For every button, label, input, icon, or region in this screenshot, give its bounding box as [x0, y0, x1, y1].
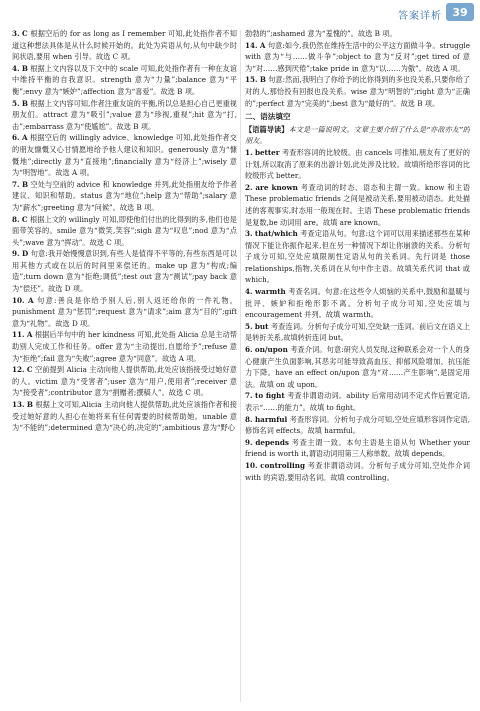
entry-answer: C: [26, 365, 33, 375]
page-header: [0, 0, 480, 26]
entry-explanation: 句意:如今,我仍然在维持生活中的公平这方面做斗争。struggle with 意为“与……做斗争”;object to 意为“反对”;get tired of 意为“对……感到厌倦”;take pride in 意为“以……为傲”。故选 A 项。: [245, 40, 470, 73]
entry-answer: are known: [255, 182, 298, 192]
answer-entry: [12, 214, 237, 249]
answer-entry: [245, 344, 470, 390]
entry-number: 7.: [245, 391, 253, 401]
entry-explanation: 勃勃的”;ashamed 意为“羞愧的”。故选 B 项。: [245, 29, 397, 38]
entry-answer: better: [254, 147, 280, 157]
header-label: 答案详析: [398, 11, 442, 22]
entry-number: 12.: [12, 365, 25, 375]
guide-text: 本文是一篇说明文。文章主要介绍了什么是“亦敌亦友”的朋友。: [245, 124, 470, 146]
entry-answer: but: [254, 321, 269, 331]
entry-number: 7.: [12, 179, 20, 189]
entry-number: 5.: [245, 321, 253, 331]
entry-number: 2.: [245, 182, 253, 192]
entry-answer: D: [21, 249, 29, 259]
entry-number: 5.: [12, 98, 20, 108]
answer-entry: [12, 364, 237, 399]
page-body: [12, 28, 470, 704]
entry-answer: B: [21, 179, 29, 189]
answer-entry: [12, 295, 237, 330]
page-number-badge: 39: [446, 3, 474, 21]
entry-answer: B: [21, 98, 28, 108]
answer-entry: [245, 74, 470, 109]
entry-answer: C: [21, 214, 28, 224]
answer-entry: [245, 437, 470, 460]
entry-number: 8.: [12, 214, 20, 224]
entry-explanation: 句意:我开始慢慢意识到,有些人是值得不平等的,有些东西是可以用其他方式或在以后的时间里来偿还的。make up 意为“构成;编造”;turn down 意为“拒绝;调低”;test out 意为“测试”;pay back 意为“偿还”。故选 D 项。: [12, 249, 237, 294]
answer-entry: [12, 248, 237, 294]
entry-answer: B: [259, 75, 266, 85]
answer-entry: [12, 63, 237, 98]
entry-number: 6.: [12, 133, 20, 143]
entry-explanation: 考查非谓语动词。ability 后常用动词不定式作后置定语,表示“……的能力”。故填 to fight。: [245, 391, 470, 412]
entry-number: 1.: [245, 147, 253, 157]
entry-explanation: 根据上文的 willingly 可知,即使他们付出的比得到的多,他们也是面带笑容的。smile 意为“微笑,笑容”;sigh 意为“叹息”;nod 意为“点头”;wave 意为“挥动”。故选 C 项。: [12, 214, 237, 247]
entry-explanation: 考查非谓语动词。分析句子成分可知,空处作介词 with 的宾语,要用动名词。故填 controlling。: [245, 460, 470, 482]
entry-number: 11.: [12, 330, 25, 340]
answer-entry: [245, 460, 470, 483]
answer-entry: [245, 147, 470, 182]
entry-answer: that/which: [254, 229, 298, 239]
answer-entry: [245, 28, 470, 40]
entry-answer: A: [21, 133, 28, 143]
entry-explanation: 考查连词。分析句子成分可知,空处缺一连词。前后文在语义上是转折关系,故填转折连词 but。: [245, 321, 470, 343]
reading-guide: [245, 124, 470, 147]
answer-entry: [12, 179, 237, 214]
answer-entry: [245, 390, 470, 413]
entry-answer: to fight: [255, 391, 285, 401]
entry-number: 14.: [245, 40, 258, 50]
answer-entry: [12, 98, 237, 133]
entry-explanation: 考查形容词的比较级。由 cancels 可推知,朋友有了更好的计划,所以取消了原来的出游计划,此处涉及比较。故填所给形容词的比较级形式 better。: [245, 147, 470, 181]
entry-number: 4.: [12, 63, 20, 73]
entry-explanation: 考查主谓一致。本句主语是主语从句 Whether your friend is worth it,谓语动词用第三人称单数。故填 depends。: [245, 437, 470, 459]
entry-answer: C: [22, 29, 28, 38]
answer-entry: [245, 286, 470, 321]
answer-entry: [12, 399, 237, 434]
entry-answer: B: [26, 400, 33, 409]
entry-explanation: 考查定语从句。句意:这个词可以用来描述那些在某种情况下能让你振作起来,但在另一种情况下却让你崩溃的关系。分析句子成分可知,空处应填限制性定语从句的关系词。先行词是 those relationships,指物,关系词在从句中作主语。故填关系代词 that 或 which。: [245, 229, 470, 285]
entry-answer: depends: [255, 437, 289, 447]
entry-answer: warmth: [254, 287, 286, 297]
entry-answer: A: [26, 330, 33, 340]
answer-entry: [12, 28, 237, 63]
entry-explanation: 句意:善良是你给予别人后,别人返还给你的一件礼物。punishment 意为“惩罚”;request 意为“请求”;aim 意为“目的”;gift 意为“礼物”。故选 D 项。: [12, 295, 237, 328]
entry-answer: harmful: [254, 414, 288, 424]
answer-entry: [12, 329, 237, 364]
entry-number: 10.: [245, 460, 258, 470]
entry-number: 9.: [245, 437, 253, 447]
entry-number: 9.: [12, 249, 20, 259]
entry-explanation: 根据空后的 for as long as I remember 可知,此处指作者不知道这种想法具体是从什么时候开始的。此处为宾语从句,从句中缺少时间状语,要用 when 引导。故选 C 项。: [12, 29, 237, 62]
entry-explanation: 考查动词的时态、语态和主谓一致。know 和主语 These problematic friends 之间是被动关系,要用被动语态。此处描述的客观事实,时态用一般现在时。主语 These problematic friends 是复数,be 动词用 are。故填 are known。: [245, 182, 470, 227]
entry-answer: A: [28, 295, 34, 305]
entry-explanation: 空前提到 Alicia 主动向他人提供帮助,此处应该指接受过她好意的人。victim 意为“受害者”;user 意为“用户,使用者”;receiver 意为“接受者”;contributor 意为“捐赠者;撰稿人”。故选 C 项。: [12, 365, 237, 398]
right-column: [245, 28, 470, 704]
entry-explanation: 根据上文内容可知,作者注重友谊的平衡,所以总是担心自己更重视朋友们。attract 意为“吸引”;value 意为“珍视,重视”;hit 意为“打,击”;embarrass 意为“使尴尬”。故选 B 项。: [12, 98, 237, 131]
entry-answer: controlling: [260, 460, 305, 470]
entry-explanation: 考查名词。句意:在这些令人烦恼的关系中,鼓励和温暖与批评、嫉妒和拒绝形影不离。分析句子成分可知,空处应填与 encouragement 并列。故填 warmth。: [245, 287, 470, 320]
answer-entry: [12, 132, 237, 178]
entry-answer: B: [21, 63, 28, 73]
answer-entry: [245, 414, 470, 437]
entry-explanation: 根据后半句中的 her kindness 可知,此处指 Alicia 总是主动帮助别人完成工作和任务。offer 意为“主动提出,自愿给予”;refuse 意为“拒绝”;fail 意为“失败”;agree 意为“同意”。故选 A 项。: [12, 330, 237, 363]
entry-number: 10.: [12, 295, 25, 305]
entry-explanation: 根据空后的 willingly advice、knowledge 可知,此处指作者交的朋友慷慨又心甘情愿地给予他人建议和知识。generously 意为“慷慨地”;directly 意为“直接地”;financially 意为“经济上”;wisely 意为“明智地”。故选 A 项。: [12, 133, 237, 178]
answer-entry: [245, 182, 470, 228]
answer-entry: [245, 321, 470, 344]
answer-entry: [245, 228, 470, 286]
entry-number: 13.: [12, 400, 25, 409]
left-column: [12, 28, 237, 704]
right-column-top: [245, 28, 470, 109]
entry-explanation: 根据上文可知,Alicia 主动向他人提供帮助,此处应该指作者和接受过她好意的人担心在她将来有任何需要的时候帮助她。unable 意为“不能的”;determined 意为“决心的,决定的”;ambitious 意为“野心: [12, 400, 237, 433]
section-title: 二、语法填空: [245, 112, 291, 122]
entry-explanation: 句意:然而,我明白了你给予的比你得到的多也没关系,只要你给了对的人,那恰投有回报也没关系。wise 意为“明智的”;right 意为“正确的”;perfect 意为“完美的”;best 意为“最好的”。故选 B 项。: [245, 75, 470, 108]
entry-number: 3.: [12, 29, 20, 38]
guide-label: 【语篇导读】: [245, 124, 289, 134]
entry-explanation: 考查介词。句意:研究人员发现,这种联系会对一个人的身心健康产生负面影响,其恶劣可能导致高血压、抑郁风险增加、抗压能力下降。have an effect on/upon 意为“对……产生影响”,是固定用法。故填 on 或 upon。: [245, 345, 470, 389]
entry-explanation: 空处与空前的 advice 和 knowledge 并列,此处指朋友给予作者建议、知识和帮助。status 意为“地位”;help 意为“帮助”;salary 意为“薪水”;greeting 意为“问候”。故选 B 项。: [12, 179, 237, 212]
entry-answer: A: [259, 40, 266, 50]
entry-number: 4.: [245, 287, 253, 297]
entry-number: 6.: [245, 345, 253, 355]
answer-entry: [245, 40, 470, 75]
entry-number: 3.: [245, 229, 253, 239]
entry-number: 15.: [245, 75, 258, 85]
entry-explanation: 考查形容词。分析句子成分可知,空处应填形容词作定语,修饰名词 effects。故填 harmful。: [245, 414, 470, 436]
right-column-bottom: [245, 147, 470, 483]
entry-answer: on/upon: [254, 345, 288, 355]
entry-number: 8.: [245, 414, 253, 424]
entry-explanation: 根据上文内容以及下文中的 scale 可知,此处指作者有一种在友谊中维持平衡的自我意识。strength 意为“力量”;balance 意为“平衡”;envy 意为“嫉妒”;affection 意为“喜爱”。故选 B 项。: [12, 63, 237, 96]
